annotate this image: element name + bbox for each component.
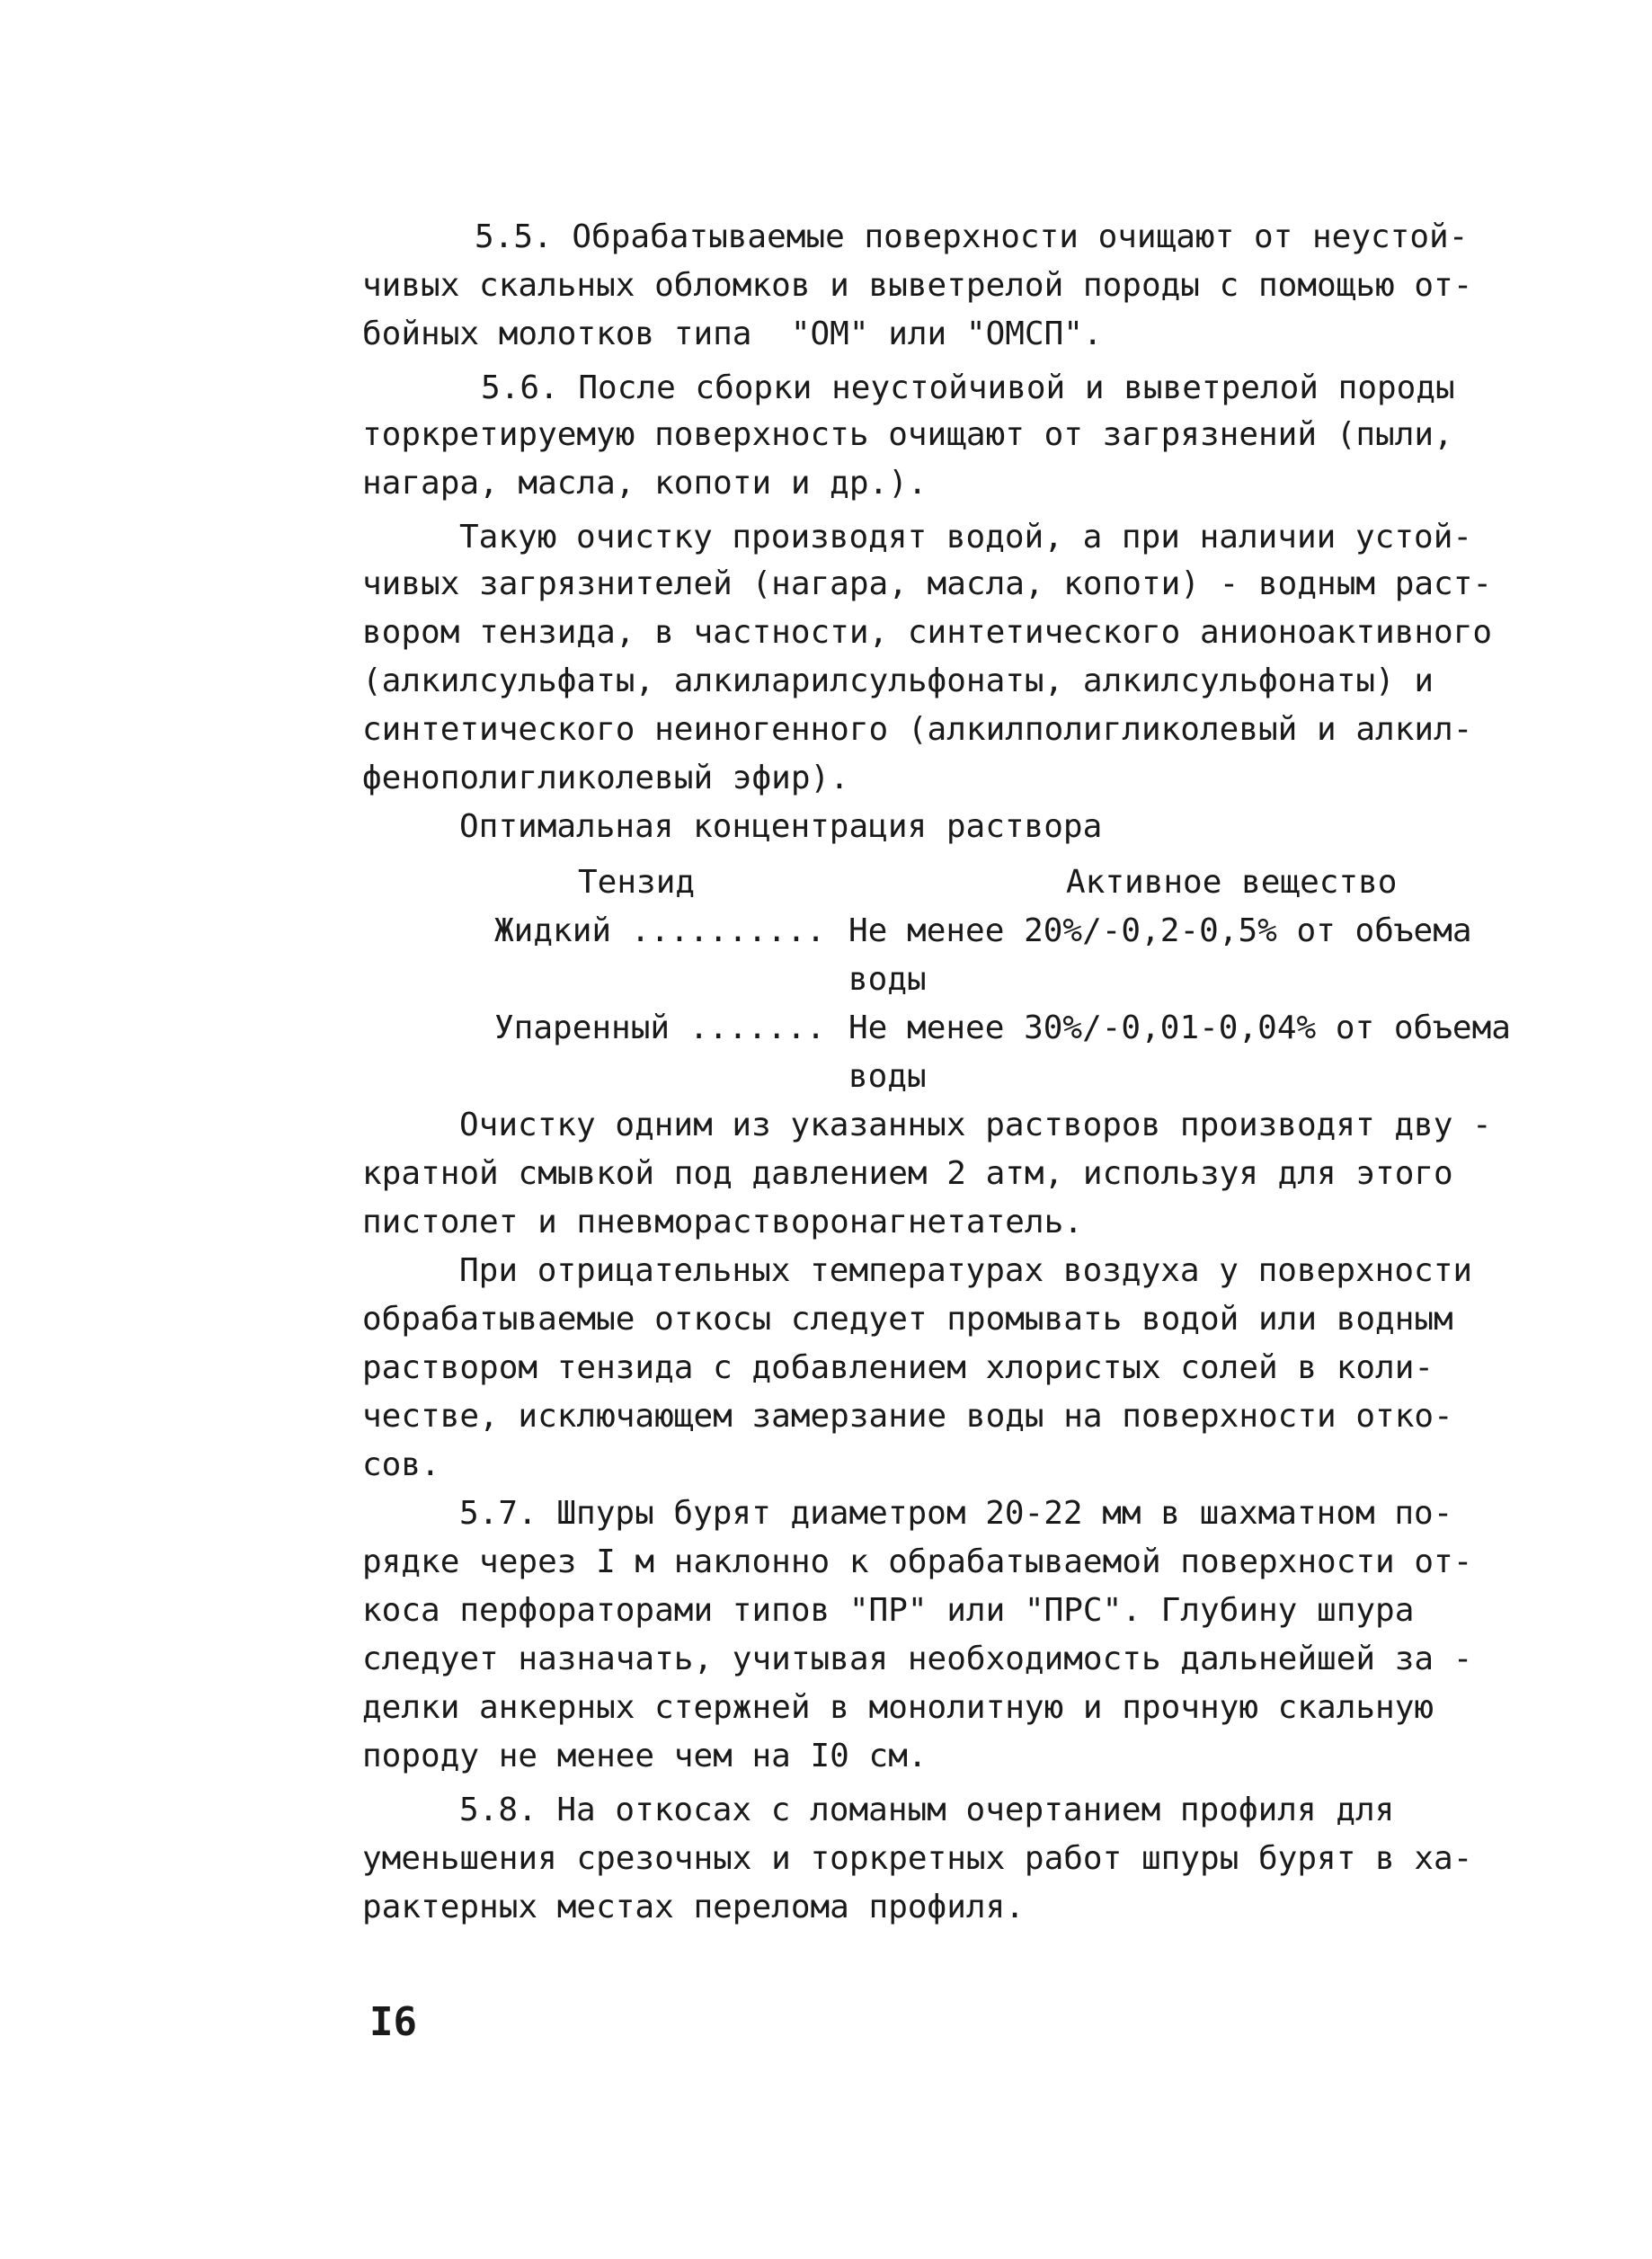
table-row-label: Упаренный ....... <box>494 1009 826 1046</box>
text-line: пистолет и пневморастворонагнетатель. <box>362 1204 1083 1241</box>
table-header-active-substance: Активное вещество <box>1066 864 1398 901</box>
text-line: сов. <box>362 1446 440 1483</box>
table-row-label: Жидкий .......... <box>494 912 826 949</box>
text-line: вором тензида, в частности, синтетического анионоактивного <box>362 614 1493 651</box>
table-header-tenzid: Тензид <box>578 864 696 901</box>
text-line: коса перфораторами типов "ПР" или "ПРС". Глубину шпура <box>362 1592 1415 1629</box>
text-line: уменьшения срезочных и торкретных работ шпуры бурят в ха- <box>362 1840 1473 1877</box>
text-line: При отрицательных температурах воздуха у поверхности <box>459 1252 1473 1289</box>
text-line: Оптимальная концентрация раствора <box>459 808 1103 845</box>
text-line: бойных молотков типа "ОМ" или "ОМСП". <box>362 316 1103 352</box>
text-line: торкретируемую поверхность очищают от загрязнений (пыли, <box>362 416 1453 453</box>
text-line: Очистку одним из указанных растворов производят дву - <box>459 1107 1492 1143</box>
text-line: рядке через I м наклонно к обрабатываемой поверхности от- <box>362 1543 1473 1580</box>
text-line: синтетического неиногенного (алкилполигликолевый и алкил- <box>362 711 1473 748</box>
text-line: (алкилсульфаты, алкиларилсульфонаты, алкилсульфонаты) и <box>362 663 1434 699</box>
text-line: делки анкерных стержней в монолитную и прочную скальную <box>362 1689 1434 1726</box>
text-line: следует назначать, учитывая необходимость дальнейшей за - <box>362 1641 1473 1677</box>
text-line: 5.7. Шпуры бурят диаметром 20-22 мм в шахматном по- <box>459 1495 1453 1532</box>
text-line: чивых загрязнителей (нагара, масла, копоти) - водным раст- <box>362 565 1493 602</box>
text-line: честве, исключающем замерзание воды на поверхности отко- <box>362 1398 1453 1435</box>
text-line: рактерных местах перелома профиля. <box>362 1889 1025 1925</box>
text-line: 5.6. После сборки неустойчивой и выветрелой породы <box>481 369 1455 406</box>
table-row-value: Не менее 20%/-0,2-0,5% от объема <box>848 912 1472 949</box>
text-line: чивых скальных обломков и выветрелой породы с помощью от- <box>362 267 1473 304</box>
page-number: I6 <box>369 1999 417 2045</box>
text-line: обрабатываемые откосы следует промывать водой или водным <box>362 1301 1453 1338</box>
text-line: кратной смывкой под давлением 2 атм, используя для этого <box>362 1155 1453 1192</box>
text-line: 5.5. Обрабатываемые поверхности очищают от неустой- <box>475 218 1469 255</box>
text-line: Такую очистку производят водой, а при наличии устой- <box>459 519 1473 556</box>
text-line: нагара, масла, копоти и др.). <box>362 465 928 502</box>
table-row-value-cont: воды <box>848 961 927 998</box>
text-line: раствором тензида с добавлением хлористых солей в коли- <box>362 1349 1434 1386</box>
text-line: 5.8. На откосах с ломаным очертанием профиля для <box>459 1792 1395 1828</box>
table-row-value-cont: воды <box>848 1058 927 1095</box>
table-row-value: Не менее 30%/-0,01-0,04% от объема <box>848 1009 1511 1046</box>
text-line: породу не менее чем на I0 см. <box>362 1738 928 1774</box>
text-line: фенополигликолевый эфир). <box>362 760 849 796</box>
